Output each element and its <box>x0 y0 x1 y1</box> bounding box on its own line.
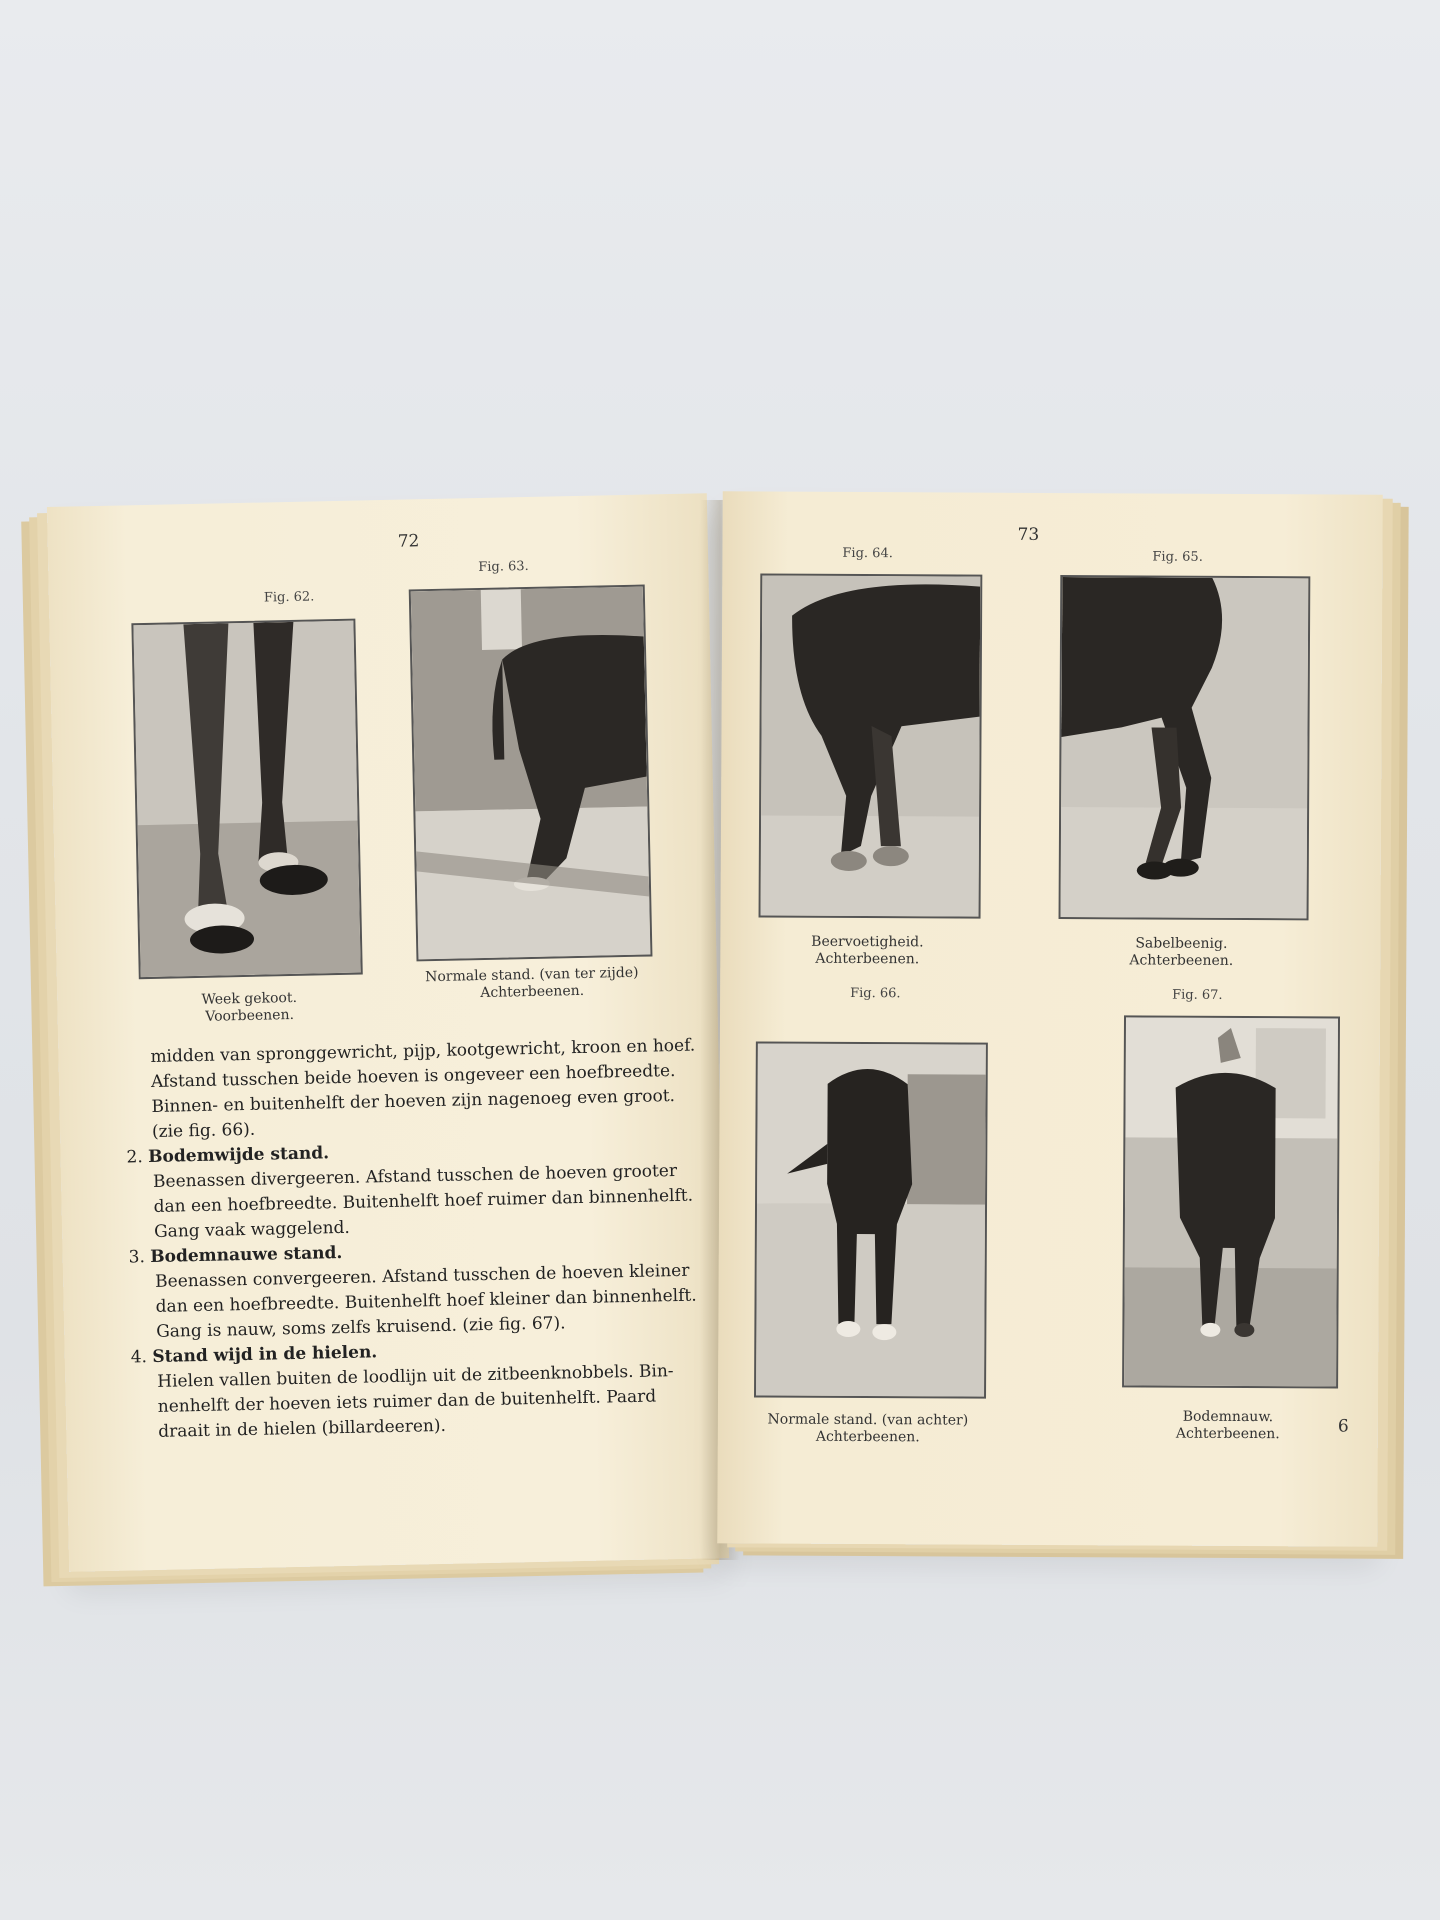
page-number: 73 <box>1017 524 1040 545</box>
caption-line: Achterbeenen. <box>1175 1425 1280 1443</box>
caption-line: Bodemnauw. <box>1182 1408 1274 1426</box>
text-line: dan een hoefbreedte. Buitenhelft hoef kleiner dan binnenhelft. <box>155 1285 697 1317</box>
caption-line: Achterbeenen. <box>1129 952 1234 969</box>
figure-label: Fig. 63. <box>478 558 529 576</box>
caption-line: Normale stand. (van achter) <box>767 1411 969 1429</box>
caption-line: Sabelbeenig. <box>1135 935 1228 952</box>
figure-label: Fig. 66. <box>850 985 901 1002</box>
text-line: Binnen- en buitenhelft der hoeven zijn nagenoeg even groot. <box>151 1086 676 1117</box>
text-line: Hielen vallen buiten de loodlijn uit de zitbeenknobbels. Bin- <box>157 1361 674 1392</box>
item-number: 2. <box>126 1147 144 1168</box>
text-line: nenhelft der hoeven iets ruimer dan de buitenhelft. Paard <box>157 1386 657 1417</box>
item-title: Bodemwijde stand. <box>147 1143 330 1168</box>
signature-mark: 6 <box>1337 1416 1349 1437</box>
text-line: midden van spronggewricht, pijp, kootgewricht, kroon en hoef. <box>150 1035 696 1067</box>
text-line: Gang vaak waggelend. <box>153 1217 351 1242</box>
photo-bear-feet <box>759 573 983 918</box>
caption-line: Achterbeenen. <box>480 982 585 1002</box>
text-line: Beenassen divergeeren. Afstand tusschen de hoeven grooter <box>152 1160 678 1192</box>
photo-base-narrow <box>1122 1015 1340 1388</box>
text-line: Afstand tusschen beide hoeven is ongeveer een hoefbreedte. <box>150 1060 676 1092</box>
photo-front-legs <box>131 619 362 980</box>
left-page <box>47 493 729 1572</box>
photo-sickle-hocked <box>1059 575 1311 920</box>
text-line: Gang is nauw, soms zelfs kruisend. (zie fig. 67). <box>156 1313 566 1342</box>
figure-label: Fig. 65. <box>1152 549 1203 565</box>
text-line: (zie fig. 66). <box>151 1119 256 1142</box>
caption-line: Beervoetigheid. <box>811 933 924 951</box>
caption-line: Normale stand. (van ter zijde) <box>424 964 639 986</box>
item-number: 3. <box>128 1247 146 1268</box>
item-number: 4. <box>130 1347 148 1368</box>
figure-caption <box>139 989 360 1028</box>
figure-label: Fig. 67. <box>1172 987 1223 1003</box>
figure-label: Fig. 62. <box>263 589 315 606</box>
figure-caption <box>758 933 976 968</box>
caption-line: Voorbeenen. <box>205 1006 295 1025</box>
right-page <box>717 491 1382 1546</box>
figure-label: Fig. 64. <box>842 545 893 562</box>
photo-side-hind-legs <box>409 585 653 962</box>
item-title: Bodemnauwe stand. <box>150 1243 343 1268</box>
figure-caption <box>1058 935 1304 970</box>
text-line: dan een hoefbreedte. Buitenhelft hoef ruimer dan binnenhelft. <box>153 1185 694 1217</box>
figure-caption <box>738 1411 998 1446</box>
body-text <box>126 1034 697 1445</box>
caption-line: Achterbeenen. <box>815 1428 920 1446</box>
photo-normal-rear <box>754 1041 988 1398</box>
text-line: Beenassen convergeeren. Afstand tusschen de hoeven kleiner <box>154 1260 690 1292</box>
caption-line: Week gekoot. <box>201 989 298 1008</box>
figure-caption <box>402 964 663 1003</box>
text-line: draait in de hielen (billardeeren). <box>158 1415 447 1442</box>
page-number: 72 <box>397 531 420 552</box>
caption-line: Achterbeenen. <box>815 950 920 968</box>
figure-caption <box>1122 1408 1334 1443</box>
item-title: Stand wijd in de hielen. <box>152 1342 378 1368</box>
